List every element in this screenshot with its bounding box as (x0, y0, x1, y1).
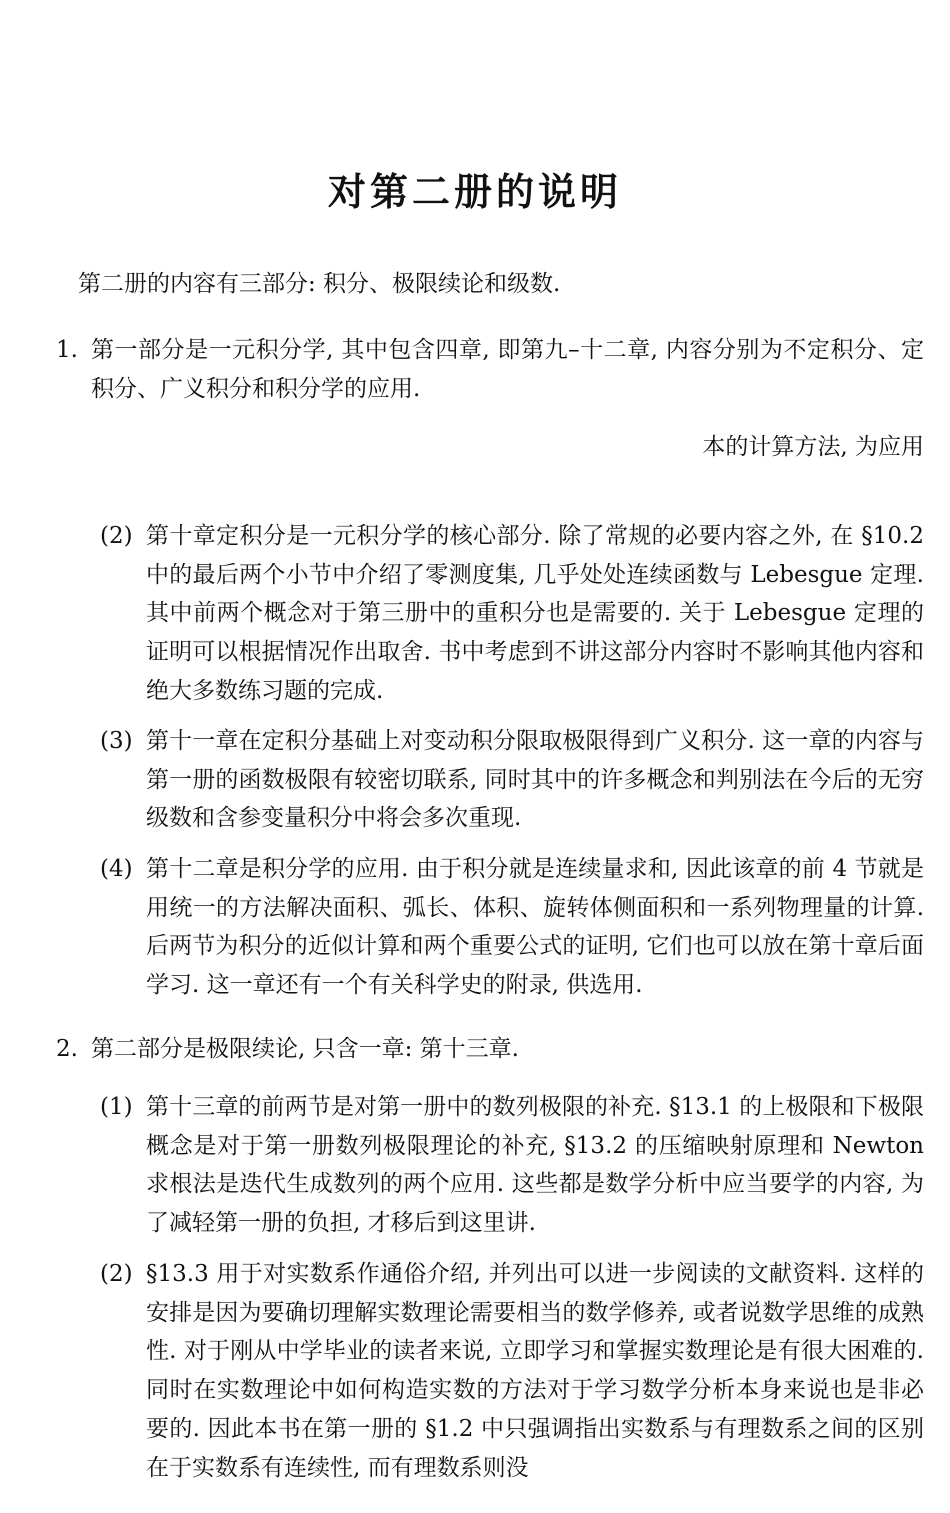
part-1-subitem-3 (100, 722, 924, 838)
part-1-text: 第一部分是一元积分学, 其中包含四章, 即第九–十二章, 内容分别为不定积分、定积分、广义积分和积分学的应用. (91, 337, 924, 402)
part-1-number: 1. (56, 337, 78, 363)
part-2-number: 2. (56, 1036, 78, 1062)
intro-paragraph: 第二册的内容有三部分: 积分、极限续论和级数. (78, 271, 561, 297)
part-2-subitem-2 (100, 1255, 924, 1487)
part-1-subitem-2 (100, 517, 924, 711)
part-2-text: 第二部分是极限续论, 只含一章: 第十三章. (91, 1036, 519, 1062)
subitem-text: 第十三章的前两节是对第一册中的数列极限的补充. §13.1 的上极限和下极限概念是对于第一册数列极限理论的补充, §13.2 的压缩映射原理和 Newton 求根法是迭代生成数列的两个应用. 这些都是数学分析中应当要学的内容, 为了减轻第一册的负担, 才移后到这里讲. (146, 1094, 924, 1237)
subitem-number: (2) (100, 1261, 133, 1287)
part-2-subitem-1 (100, 1088, 924, 1243)
subitem-text: 第十二章是积分学的应用. 由于积分就是连续量求和, 因此该章的前 4 节就是用统一的方法解决面积、弧长、体积、旋转体侧面积和一系列物理量的计算. 后两节为积分的近似计算和两个重要公式的证明, 它们也可以放在第十章后面学习. 这一章还有一个有关科学史的附录, 供选用. (146, 856, 924, 999)
subitem-text: §13.3 用于对实数系作通俗介绍, 并列出可以进一步阅读的文献资料. 这样的安排是因为要确切理解实数理论需要相当的数学修养, 或者说数学思维的成熟性. 对于刚从中学毕业的读者来说, 立即学习和掌握实数理论是有很大困难的. 同时在实数理论中如何构造实数的方法对于学习数学分析本身来说也是非必要的. 因此本书在第一册的 §1.2 中只强调指出实数系与有理数系之间的区别在于实数系有连续性, 而有理数系则没 (146, 1261, 924, 1481)
part-2-item (56, 1030, 924, 1069)
subitem-number: (1) (100, 1094, 133, 1120)
subitem-text: 第十章定积分是一元积分学的核心部分. 除了常规的必要内容之外, 在 §10.2 中的最后两个小节中介绍了零测度集, 几乎处处连续函数与 Lebesgue 定理. 其中前两个概念对于第三册中的重积分也是需要的. 关于 Lebesgue 定理的证明可以根据情况作出取舍. 书中考虑到不讲这部分内容时不影响其他内容和绝大多数练习题的完成. (146, 523, 924, 704)
subitem-number: (4) (100, 856, 133, 882)
subitem-number: (3) (100, 728, 133, 754)
subitem-number: (2) (100, 523, 133, 549)
part-1-item (56, 331, 924, 408)
subitem-text: 第十一章在定积分基础上对变动积分限取极限得到广义积分. 这一章的内容与第一册的函数极限有较密切联系, 同时其中的许多概念和判别法在今后的无穷级数和含参变量积分中将会多次重现. (146, 728, 924, 832)
page-title: 对第二册的说明 (327, 169, 622, 214)
fragment-line: 本的计算方法, 为应用 (702, 434, 924, 460)
part-1-subitem-4 (100, 850, 924, 1005)
